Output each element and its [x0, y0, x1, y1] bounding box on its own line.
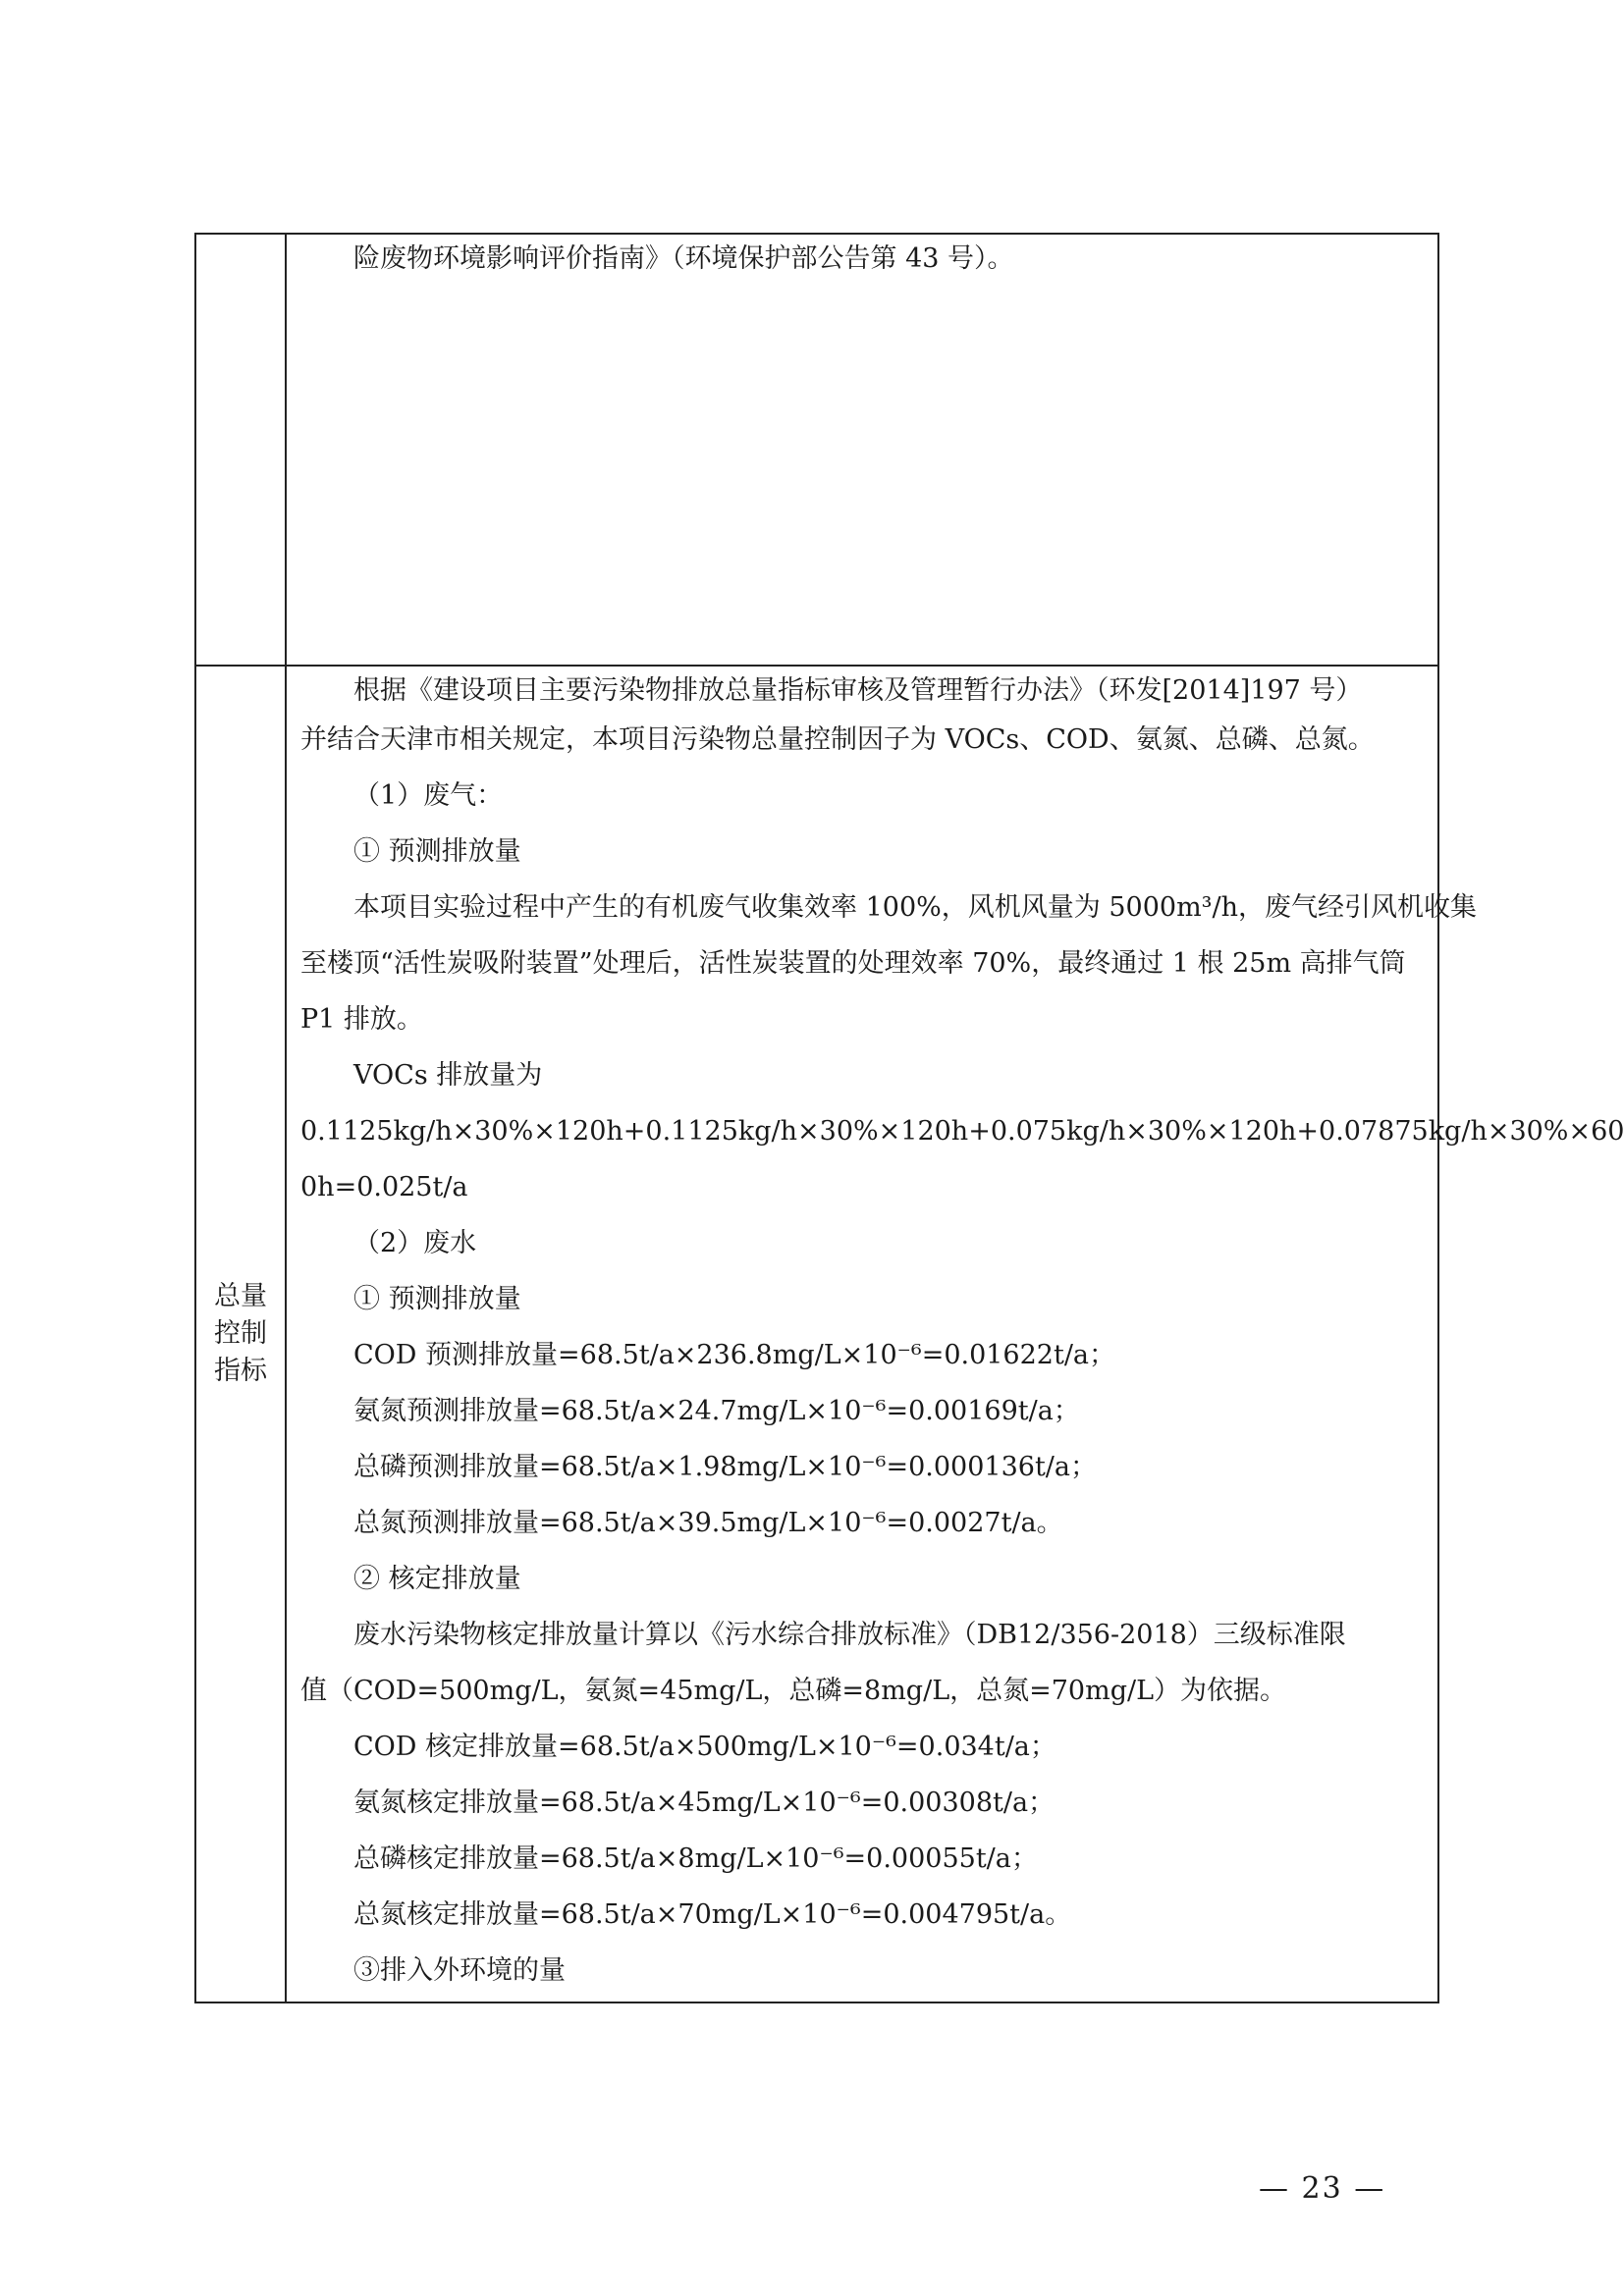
- content-line: 根据《建设项目主要污染物排放总量指标审核及管理暂行办法》（环发[2014]197 号）: [353, 675, 1363, 706]
- row2-label-cell: [195, 666, 286, 2002]
- page-number: — 23 —: [1259, 2171, 1386, 2206]
- table-row-total-control: [195, 666, 1438, 2002]
- table-row-hazardous-waste: [195, 234, 1438, 666]
- content-line: 并结合天津市相关规定，本项目污染物总量控制因子为 VOCs、COD、氨氮、总磷、总氮。: [300, 724, 1375, 755]
- content-line: VOCs 排放量为: [353, 1060, 543, 1091]
- document-table: [194, 233, 1624, 2003]
- content-line: ③排入外环境的量: [353, 1955, 566, 1986]
- content-line: （2）废水: [353, 1228, 477, 1258]
- row1-text-line: 险废物环境影响评价指南》（环境保护部公告第 43 号）。: [353, 243, 1014, 274]
- content-line: P1 排放。: [300, 1004, 423, 1035]
- content-line: COD 核定排放量=68.5t/a×500mg/L×10⁻⁶=0.034t/a；: [353, 1732, 1056, 1762]
- content-line: 总磷预测排放量=68.5t/a×1.98mg/L×10⁻⁶=0.000136t/a；: [353, 1452, 1097, 1482]
- content-line: （1）废气：: [353, 780, 504, 811]
- content-line: 0.1125kg/h×30%×120h+0.1125kg/h×30%×120h+0.075kg/h×30%×120h+0.07875kg/h×30%×60: [300, 1116, 1624, 1147]
- row1-content-cell: [286, 234, 1438, 666]
- label-line: 总量: [214, 1281, 267, 1311]
- content-line: 值（COD=500mg/L，氨氮=45mg/L，总磷=8mg/L，总氮=70mg/L）为依据。: [300, 1676, 1287, 1706]
- label-line: 指标: [214, 1356, 267, 1386]
- content-line: ② 核定排放量: [353, 1564, 521, 1594]
- content-line: 总氮核定排放量=68.5t/a×70mg/L×10⁻⁶=0.004795t/a。: [353, 1899, 1072, 1930]
- row2-content-cell: [286, 666, 1624, 2002]
- content-line: 至楼顶“活性炭吸附装置”处理后，活性炭装置的处理效率 70%，最终通过 1 根 25m 高排气筒: [300, 948, 1406, 979]
- content-line: 总磷核定排放量=68.5t/a×8mg/L×10⁻⁶=0.00055t/a；: [353, 1843, 1038, 1874]
- total-control-indicator-label: [196, 1278, 285, 1390]
- total-control-content: [287, 670, 1624, 1999]
- content-line: 总氮预测排放量=68.5t/a×39.5mg/L×10⁻⁶=0.0027t/a。: [353, 1508, 1063, 1538]
- content-line: 本项目实验过程中产生的有机废气收集效率 100%，风机风量为 5000m³/h，废气经引风机收集: [353, 892, 1477, 923]
- row1-label-cell: [195, 234, 286, 666]
- content-line: COD 预测排放量=68.5t/a×236.8mg/L×10⁻⁶=0.01622t/a；: [353, 1340, 1116, 1370]
- content-line: ① 预测排放量: [353, 1284, 521, 1314]
- content-line: ① 预测排放量: [353, 836, 521, 867]
- content-line: 0h=0.025t/a: [300, 1172, 468, 1202]
- content-line: 废水污染物核定排放量计算以《污水综合排放标准》（DB12/356-2018）三级标准限: [353, 1620, 1346, 1650]
- content-line: 氨氮核定排放量=68.5t/a×45mg/L×10⁻⁶=0.00308t/a；: [353, 1788, 1056, 1818]
- label-line: 控制: [214, 1318, 267, 1349]
- content-line: 氨氮预测排放量=68.5t/a×24.7mg/L×10⁻⁶=0.00169t/a；: [353, 1396, 1080, 1426]
